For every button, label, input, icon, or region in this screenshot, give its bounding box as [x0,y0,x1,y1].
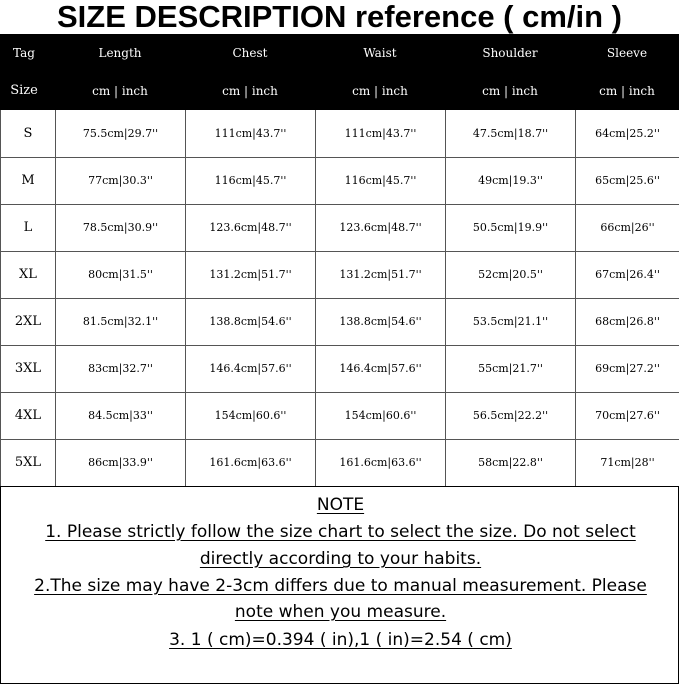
measurement-cell: 86cm|33.9'' [55,439,185,486]
measurement-cell: 70cm|27.6'' [575,392,679,439]
size-cell: 5XL [0,439,55,486]
note-line: 2.The size may have 2-3cm differs due to manual measurement. Please [34,576,647,596]
measurement-cell: 161.6cm|63.6'' [315,439,445,486]
size-cell: XL [0,251,55,298]
size-label: Size [10,83,38,98]
unit-label: cm | inch [352,84,408,98]
measurement-cell: 64cm|25.2'' [575,110,679,157]
table-row [0,157,679,205]
table-row [0,345,679,393]
measurement-cell: 55cm|21.7'' [445,345,575,392]
measurement-cell: 83cm|32.7'' [55,345,185,392]
measurement-cell: 154cm|60.6'' [185,392,315,439]
measurement-cell: 78.5cm|30.9'' [55,204,185,251]
measurement-cell: 116cm|45.7'' [315,157,445,204]
measurement-cell: 65cm|25.6'' [575,157,679,204]
unit-label: cm | inch [222,84,278,98]
measurement-cell: 69cm|27.2'' [575,345,679,392]
table-row [0,251,679,299]
note-line: note when you measure. [234,602,447,622]
table-row [0,439,679,487]
note-line: 3. 1 ( cm)=0.394 ( in),1 ( in)=2.54 ( cm) [169,630,512,650]
measurement-cell: 84.5cm|33'' [55,392,185,439]
measurement-cell: 116cm|45.7'' [185,157,315,204]
notes-box [0,486,679,684]
column-header-sleeve: Sleeve [606,46,648,60]
measurement-cell: 138.8cm|54.6'' [185,298,315,345]
measurement-cell: 131.2cm|51.7'' [185,251,315,298]
size-cell: S [0,110,55,157]
measurement-cell: 58cm|22.8'' [445,439,575,486]
size-cell: L [0,204,55,251]
unit-label: cm | inch [482,84,538,98]
size-cell: M [0,157,55,204]
table-row [0,204,679,252]
measurement-cell: 49cm|19.3'' [445,157,575,204]
measurement-cell: 56.5cm|22.2'' [445,392,575,439]
measurement-cell: 66cm|26'' [575,204,679,251]
notes-heading: NOTE [316,495,365,515]
column-header-waist: Waist [363,46,397,60]
tag-label: Tag [13,46,35,60]
column-header-length: Length [98,46,142,60]
measurement-cell: 123.6cm|48.7'' [185,204,315,251]
measurement-cell: 67cm|26.4'' [575,251,679,298]
note-line: 1. Please strictly follow the size chart to select the size. Do not select [45,522,636,542]
measurement-cell: 138.8cm|54.6'' [315,298,445,345]
measurement-cell: 77cm|30.3'' [55,157,185,204]
measurement-cell: 146.4cm|57.6'' [315,345,445,392]
size-cell: 3XL [0,345,55,392]
measurement-cell: 52cm|20.5'' [445,251,575,298]
note-line: directly according to your habits. [199,549,482,569]
measurement-cell: 111cm|43.7'' [185,110,315,157]
size-table-body [0,110,679,484]
measurement-cell: 75.5cm|29.7'' [55,110,185,157]
measurement-cell: 80cm|31.5'' [55,251,185,298]
column-header-chest: Chest [232,46,268,60]
measurement-cell: 131.2cm|51.7'' [315,251,445,298]
measurement-cell: 154cm|60.6'' [315,392,445,439]
measurement-cell: 71cm|28'' [575,439,679,486]
measurement-cell: 53.5cm|21.1'' [445,298,575,345]
column-header-shoulder: Shoulder [482,46,538,60]
measurement-cell: 161.6cm|63.6'' [185,439,315,486]
measurement-cell: 111cm|43.7'' [315,110,445,157]
measurement-cell: 123.6cm|48.7'' [315,204,445,251]
table-row [0,110,679,158]
measurement-cell: 50.5cm|19.9'' [445,204,575,251]
unit-label: cm | inch [92,84,148,98]
size-cell: 4XL [0,392,55,439]
size-cell: 2XL [0,298,55,345]
table-header [0,34,679,110]
measurement-cell: 68cm|26.8'' [575,298,679,345]
table-row [0,298,679,346]
unit-label: cm | inch [599,84,655,98]
measurement-cell: 146.4cm|57.6'' [185,345,315,392]
page-title: SIZE DESCRIPTION reference ( cm/in ) [56,0,623,34]
measurement-cell: 81.5cm|32.1'' [55,298,185,345]
measurement-cell: 47.5cm|18.7'' [445,110,575,157]
table-row [0,392,679,440]
